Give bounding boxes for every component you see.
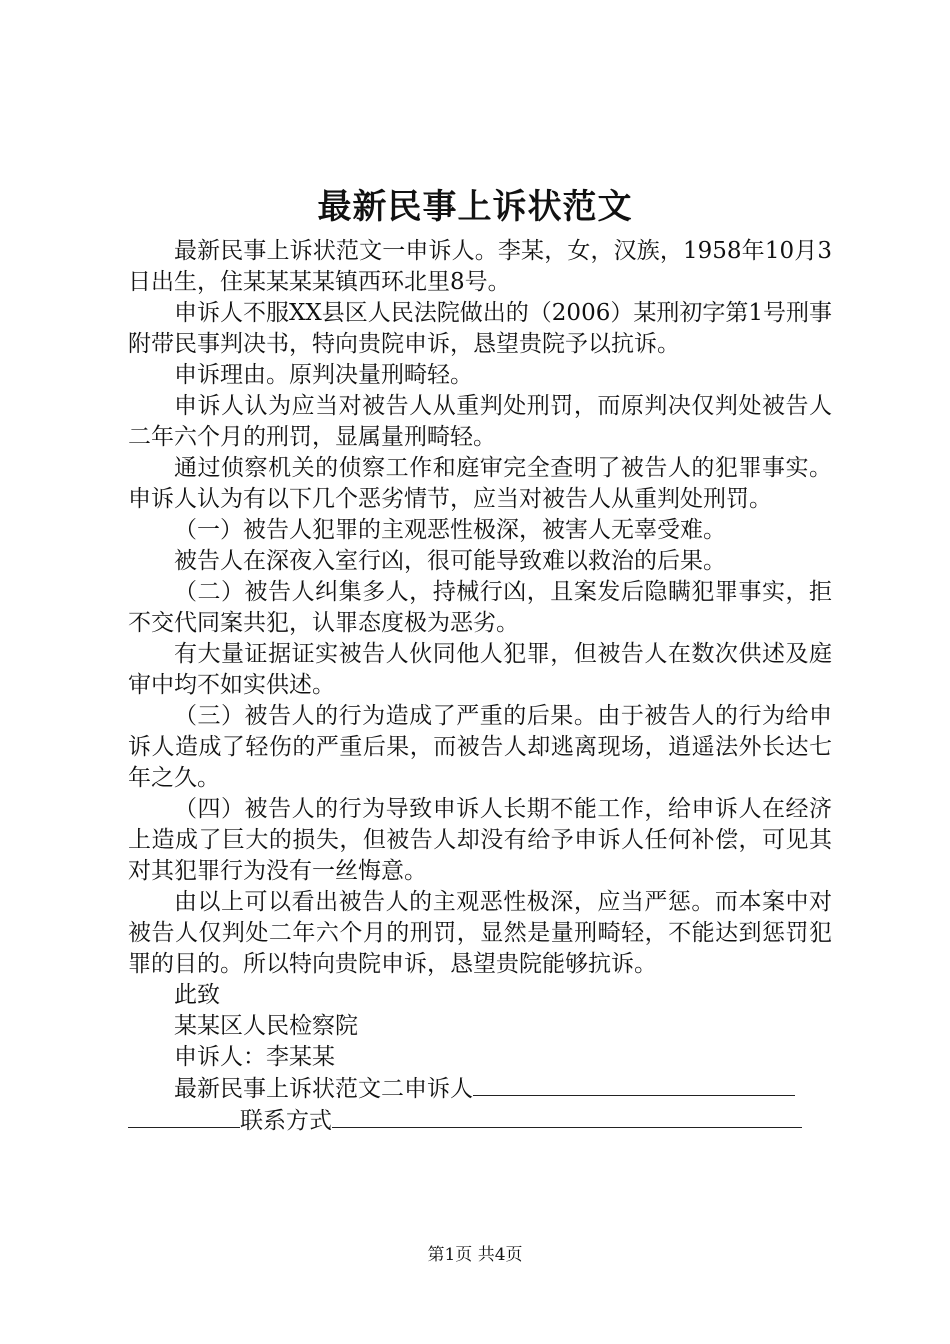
paragraph-appeal-statement: 申诉人不服XX县区人民法院做出的（2006）某刑初字第1号刑事附带民事判决书，特向贵院申诉，恳望贵院予以抗诉。 bbox=[128, 300, 832, 357]
paragraph-facts: 通过侦察机关的侦察工作和庭审完全查明了被告人的犯罪事实。申诉人认为有以下几个恶劣情节，应当对被告人从重判处刑罚。 bbox=[128, 455, 832, 512]
appellant-blank-continued bbox=[128, 1105, 240, 1128]
recipient: 某某区人民检察院 bbox=[174, 1013, 358, 1039]
contact-line bbox=[128, 1105, 832, 1137]
paragraph-heavier-sentence: 申诉人认为应当对被告人从重判处刑罚，而原判决仅判处被告人二年六个月的刑罚，显属量刑畸轻。 bbox=[128, 393, 832, 450]
page-indicator: 第1页 共4页 bbox=[427, 1245, 523, 1265]
contact-blank bbox=[332, 1105, 802, 1128]
paragraph-point-two: （二）被告人纠集多人，持械行凶，且案发后隐瞒犯罪事实，拒不交代同案共犯，认罪态度极为恶劣。 bbox=[128, 579, 832, 636]
paragraph-point-four: （四）被告人的行为导致申诉人长期不能工作，给申诉人在经济上造成了巨大的损失，但被告人却没有给予申诉人任何补偿，可见其对其犯罪行为没有一丝悔意。 bbox=[128, 796, 832, 884]
document-title: 最新民事上诉状范文 bbox=[317, 187, 633, 227]
second-appellant-label: 最新民事上诉状范文二申诉人 bbox=[174, 1076, 473, 1102]
signature: 申诉人：李某某 bbox=[174, 1044, 335, 1070]
paragraph-appellant-info: 最新民事上诉状范文一申诉人。李某，女，汉族，1958年10月3日出生，住某某某某镇西环北里8号。 bbox=[128, 238, 832, 295]
paragraph-point-two-detail: 有大量证据证实被告人伙同他人犯罪，但被告人在数次供述及庭审中均不如实供述。 bbox=[128, 641, 832, 698]
paragraph-point-one-detail: 被告人在深夜入室行凶，很可能导致难以救治的后果。 bbox=[174, 548, 726, 574]
contact-label: 联系方式 bbox=[240, 1108, 332, 1134]
appellant-blank bbox=[473, 1073, 795, 1096]
document-body bbox=[128, 236, 832, 1137]
second-appellant-line bbox=[128, 1073, 832, 1105]
closing-salutation: 此致 bbox=[174, 982, 220, 1008]
paragraph-appeal-reason: 申诉理由。原判决量刑畸轻。 bbox=[174, 362, 473, 388]
paragraph-point-one: （一）被告人犯罪的主观恶性极深，被害人无辜受难。 bbox=[174, 517, 726, 543]
paragraph-point-three: （三）被告人的行为造成了严重的后果。由于被告人的行为给申诉人造成了轻伤的严重后果，而被告人却逃离现场，逍遥法外长达七年之久。 bbox=[128, 703, 832, 791]
paragraph-conclusion: 由以上可以看出被告人的主观恶性极深，应当严惩。而本案中对被告人仅判处二年六个月的刑罚，显然是量刑畸轻，不能达到惩罚犯罪的目的。所以特向贵院申诉，恳望贵院能够抗诉。 bbox=[128, 889, 832, 977]
